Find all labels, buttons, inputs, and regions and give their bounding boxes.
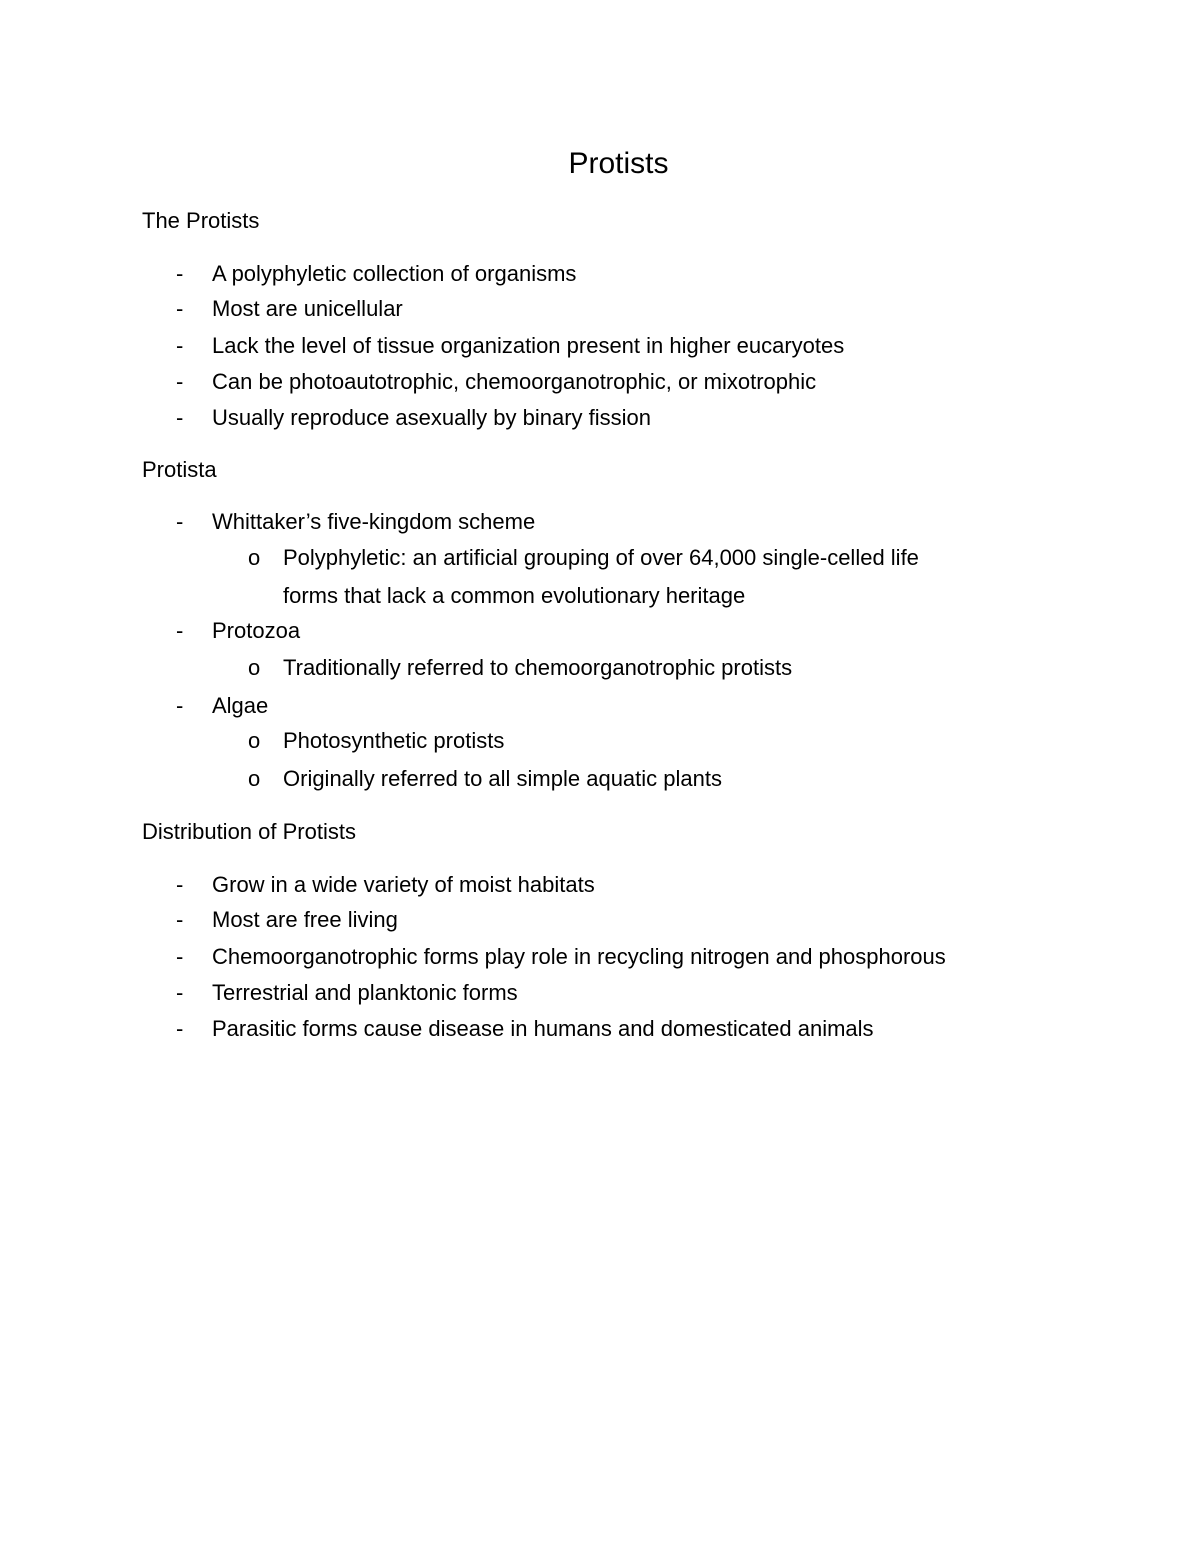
dash-marker: - [176, 693, 184, 718]
dash-marker: - [176, 369, 184, 394]
list-item: Algae [212, 693, 269, 718]
dash-marker: - [176, 980, 184, 1005]
dash-marker: - [176, 261, 184, 286]
list-item: Most are free living [212, 907, 398, 932]
dash-marker: - [176, 872, 184, 897]
dash-marker: - [176, 907, 184, 932]
sub-list-item-continuation: forms that lack a common evolutionary heritage [283, 583, 746, 608]
bullet-marker: o [248, 728, 261, 753]
sub-list-item: Polyphyletic: an artificial grouping of over 64,000 single-celled life [283, 545, 919, 570]
list-item: Most are unicellular [212, 296, 403, 321]
sub-list-item: Traditionally referred to chemoorganotrophic protists [283, 655, 793, 680]
sub-list-item: Photosynthetic protists [283, 728, 505, 753]
list-item: Grow in a wide variety of moist habitats [212, 872, 595, 897]
list-item: Parasitic forms cause disease in humans and domesticated animals [212, 1016, 874, 1041]
list-item: Whittaker’s five-kingdom scheme [212, 509, 536, 534]
list-item: A polyphyletic collection of organisms [212, 261, 577, 286]
list-item: Lack the level of tissue organization present in higher eucaryotes [212, 333, 845, 358]
section-heading-distribution: Distribution of Protists [142, 819, 356, 844]
list-item: Chemoorganotrophic forms play role in recycling nitrogen and phosphorous [212, 944, 946, 969]
dash-marker: - [176, 333, 184, 358]
list-item: Terrestrial and planktonic forms [212, 980, 518, 1005]
section-heading-protista: Protista [142, 457, 217, 482]
list-item: Protozoa [212, 618, 301, 643]
dash-marker: - [176, 944, 184, 969]
bullet-marker: o [248, 545, 261, 570]
dash-marker: - [176, 405, 184, 430]
list-item: Usually reproduce asexually by binary fission [212, 405, 651, 430]
sub-list-item: Originally referred to all simple aquatic plants [283, 766, 722, 791]
page-title: Protists [568, 147, 669, 180]
dash-marker: - [176, 296, 184, 321]
dash-marker: - [176, 618, 184, 643]
section-heading-the-protists: The Protists [142, 208, 260, 233]
dash-marker: - [176, 1016, 184, 1041]
list-item: Can be photoautotrophic, chemoorganotrophic, or mixotrophic [212, 369, 817, 394]
dash-marker: - [176, 509, 184, 534]
bullet-marker: o [248, 766, 261, 791]
bullet-marker: o [248, 655, 261, 680]
